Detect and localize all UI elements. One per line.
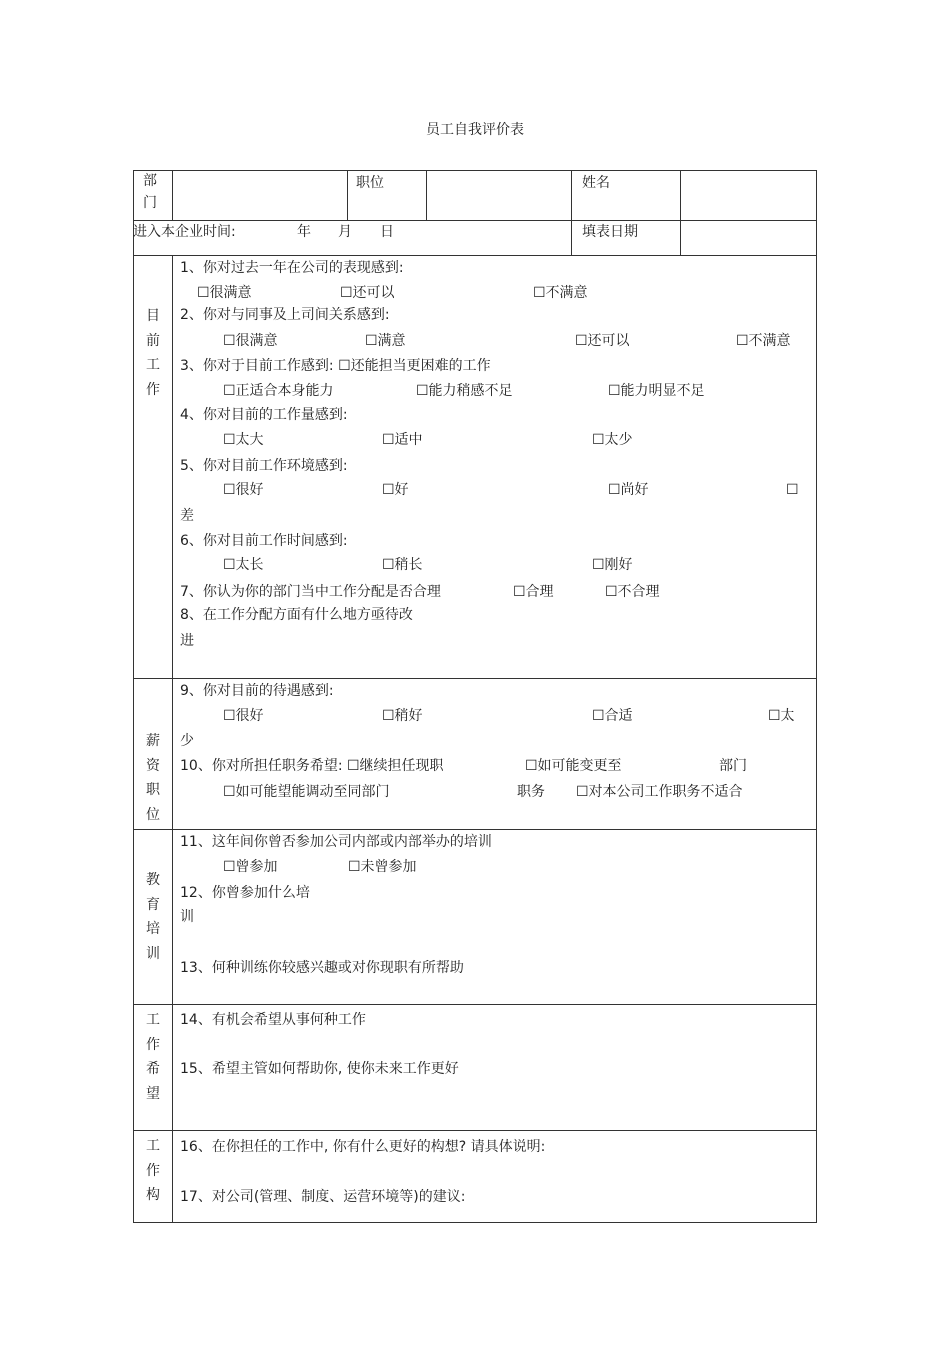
question-10: 10、你对所担任职务希望: ☐继续担任现职 <box>180 758 444 774</box>
q10-option-not-suitable[interactable]: ☐对本公司工作职务不适合 <box>576 784 743 800</box>
fill-date-label: 填表日期 <box>582 224 638 240</box>
dept-label: 部 门 <box>143 173 157 211</box>
q2-option-ok[interactable]: ☐还可以 <box>575 333 630 349</box>
q6-option-slightly-long[interactable]: ☐稍长 <box>382 557 423 573</box>
q4-option-too-little[interactable]: ☐太少 <box>592 432 633 448</box>
q9-option-fairly-good[interactable]: ☐稍好 <box>382 708 423 724</box>
question-16: 16、在你担任的工作中, 你有什么更好的构想? 请具体说明: <box>180 1139 546 1155</box>
q10-option-change-dept[interactable]: ☐如可能变更至 <box>525 758 622 774</box>
q10-option-transfer[interactable]: ☐如可能望能调动至同部门 <box>223 784 390 800</box>
q11-option-not-attended[interactable]: ☐未曾参加 <box>348 859 417 875</box>
q11-option-attended[interactable]: ☐曾参加 <box>223 859 278 875</box>
q2-option-very-satisfied[interactable]: ☐很满意 <box>223 333 278 349</box>
position-label: 职位 <box>356 175 384 191</box>
question-13: 13、何种训练你较感兴趣或对你现职有所帮助 <box>180 960 464 976</box>
question-5: 5、你对目前工作环境感到: <box>180 458 348 474</box>
q9-option-very-good[interactable]: ☐很好 <box>223 708 264 724</box>
dept-field[interactable] <box>175 174 343 216</box>
q9-option-too-little-label: 少 <box>180 733 194 749</box>
q9-option-suitable[interactable]: ☐合适 <box>592 708 633 724</box>
question-3: 3、你对于目前工作感到: ☐还能担当更困难的工作 <box>180 358 491 374</box>
join-date-label: 进入本企业时间: <box>133 224 236 240</box>
q5-option-good[interactable]: ☐好 <box>382 482 409 498</box>
question-8-cont: 进 <box>180 633 194 649</box>
question-6: 6、你对目前工作时间感到: <box>180 533 348 549</box>
q4-option-moderate[interactable]: ☐适中 <box>382 432 423 448</box>
q10-dept-label: 部门 <box>719 758 747 774</box>
q3-option-clearly-lacking[interactable]: ☐能力明显不足 <box>608 383 705 399</box>
question-14: 14、有机会希望从事何种工作 <box>180 1012 366 1028</box>
q5-option-fair[interactable]: ☐尚好 <box>608 482 649 498</box>
q4-option-too-much[interactable]: ☐太大 <box>223 432 264 448</box>
question-9: 9、你对目前的待遇感到: <box>180 683 334 699</box>
day-label: 日 <box>380 224 394 240</box>
section-idea: 工 作 构 <box>146 1138 160 1203</box>
q1-option-ok[interactable]: ☐还可以 <box>340 285 395 301</box>
q1-option-very-satisfied[interactable]: ☐很满意 <box>197 285 252 301</box>
question-12: 12、你曾参加什么培 <box>180 885 310 901</box>
fill-date-field[interactable] <box>683 224 813 252</box>
question-2: 2、你对与同事及上司间关系感到: <box>180 307 390 323</box>
q2-option-satisfied[interactable]: ☐满意 <box>365 333 406 349</box>
year-label: 年 <box>297 224 311 240</box>
q5-option-poor-box[interactable]: ☐ <box>786 482 799 498</box>
q3-option-slightly-lacking[interactable]: ☐能力稍感不足 <box>416 383 513 399</box>
question-12-cont: 训 <box>180 909 194 925</box>
name-label: 姓名 <box>582 175 610 191</box>
q2-option-unsatisfied[interactable]: ☐不满意 <box>736 333 791 349</box>
question-11: 11、这年间你曾否参加公司内部或内部举办的培训 <box>180 834 492 850</box>
section-salary: 薪 资 职 位 <box>146 733 160 823</box>
section-training: 教 育 培 训 <box>146 872 160 962</box>
question-8: 8、在工作分配方面有什么地方亟待改 <box>180 607 413 623</box>
page-title: 员工自我评价表 <box>426 122 524 138</box>
section-current-work: 目 前 工 作 <box>146 308 160 398</box>
position-field[interactable] <box>429 174 567 216</box>
q7-option-unreasonable[interactable]: ☐不合理 <box>605 584 660 600</box>
q9-option-too-little-box[interactable]: ☐太 <box>768 708 795 724</box>
question-4: 4、你对目前的工作量感到: <box>180 407 348 423</box>
q7-option-reasonable[interactable]: ☐合理 <box>513 584 554 600</box>
q6-option-too-long[interactable]: ☐太长 <box>223 557 264 573</box>
question-17: 17、对公司(管理、制度、运营环境等)的建议: <box>180 1189 466 1205</box>
q5-option-very-good[interactable]: ☐很好 <box>223 482 264 498</box>
q1-option-unsatisfied[interactable]: ☐不满意 <box>533 285 588 301</box>
q6-option-just-right[interactable]: ☐刚好 <box>592 557 633 573</box>
question-1: 1、你对过去一年在公司的表现感到: <box>180 260 404 276</box>
q3-option-fits[interactable]: ☐正适合本身能力 <box>223 383 334 399</box>
month-label: 月 <box>338 224 352 240</box>
q10-duty-label: 职务 <box>517 784 545 800</box>
question-15: 15、希望主管如何帮助你, 使你未来工作更好 <box>180 1061 459 1077</box>
section-hope: 工 作 希 望 <box>146 1012 160 1102</box>
name-field[interactable] <box>683 174 813 216</box>
q5-option-poor-label: 差 <box>180 508 194 524</box>
question-7: 7、你认为你的部门当中工作分配是否合理 <box>180 584 441 600</box>
